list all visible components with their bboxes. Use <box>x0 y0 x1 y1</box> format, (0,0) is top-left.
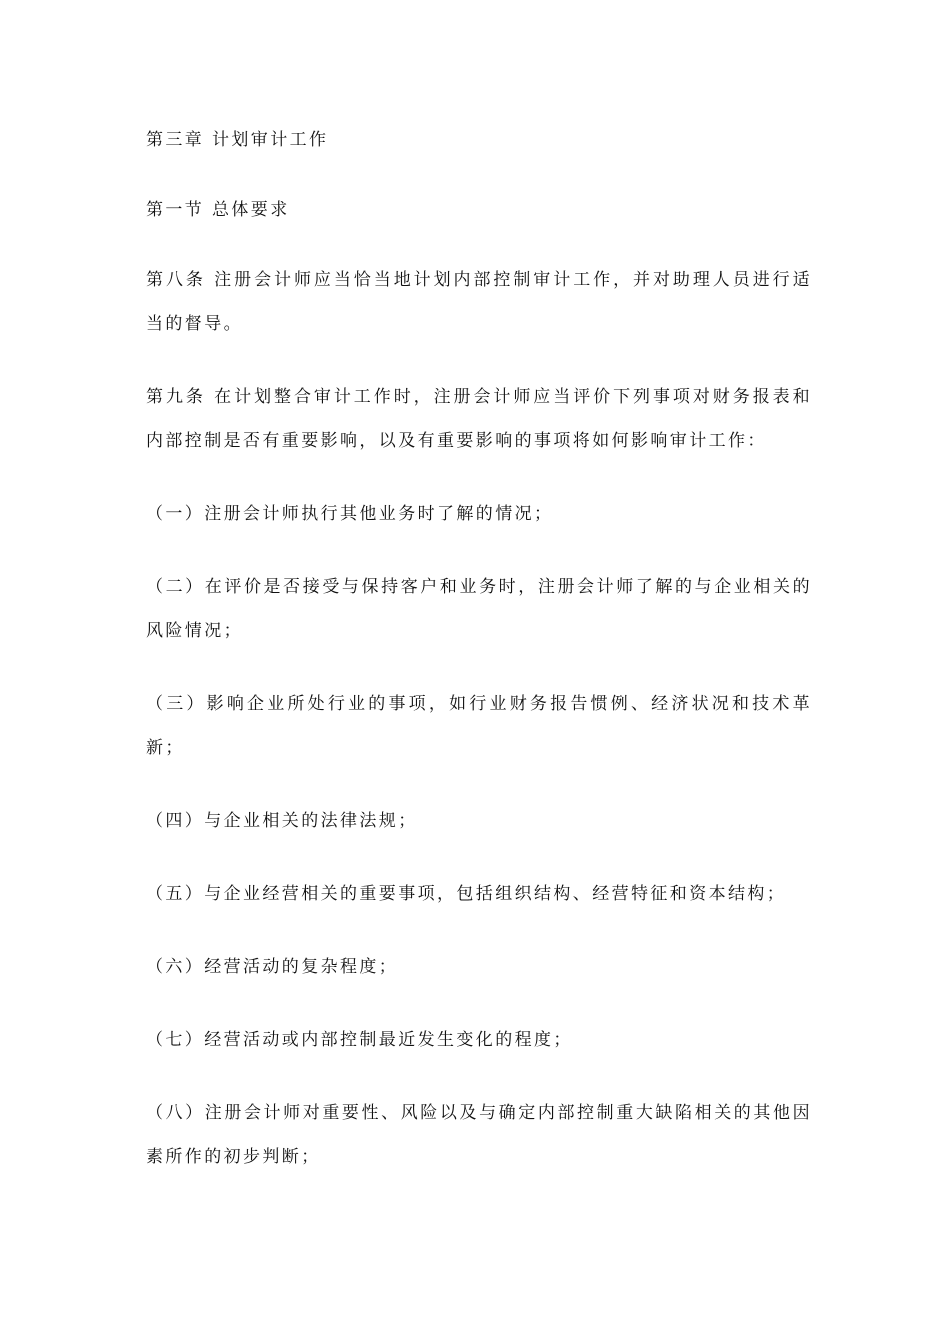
chapter-heading: 第三章 计划审计工作 <box>146 130 329 150</box>
section-heading: 第一节 总体要求 <box>146 200 290 220</box>
list-item-4: （四）与企业相关的法律法规； <box>146 811 418 831</box>
list-item-5: （五）与企业经营相关的重要事项，包括组织结构、经营特征和资本结构； <box>146 884 787 904</box>
list-item-6: （六）经营活动的复杂程度； <box>146 957 399 977</box>
list-item-1: （一）注册会计师执行其他业务时了解的情况； <box>146 504 554 524</box>
list-item-8: （八）注册会计师对重要性、风险以及与确定内部控制重大缺陷相关的其他因素所作的初步判断； <box>146 1103 812 1167</box>
list-item-7: （七）经营活动或内部控制最近发生变化的程度； <box>146 1030 573 1050</box>
document-body <box>146 118 812 1208</box>
article-8: 第八条 注册会计师应当恰当地计划内部控制审计工作，并对助理人员进行适当的督导。 <box>146 270 812 334</box>
article-9: 第九条 在计划整合审计工作时，注册会计师应当评价下列事项对财务报表和内部控制是否有重要影响，以及有重要影响的事项将如何影响审计工作： <box>146 387 812 451</box>
list-item-2: （二）在评价是否接受与保持客户和业务时，注册会计师了解的与企业相关的风险情况； <box>146 577 812 641</box>
list-item-3: （三）影响企业所处行业的事项，如行业财务报告惯例、经济状况和技术革新； <box>146 694 812 758</box>
